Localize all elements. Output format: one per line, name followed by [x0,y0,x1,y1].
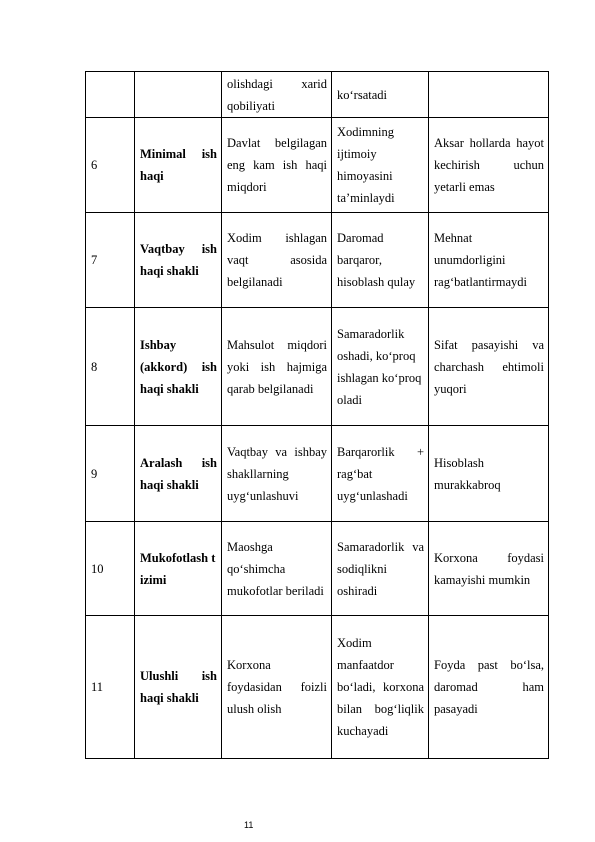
description-cell: Maoshga qo‘shimcha mukofotlar beriladi [222,522,332,616]
disadvantage-cell: Aksar hollarda hayot kechirish uchun yetarli emas [429,118,549,213]
advantage-cell: ko‘rsatadi [332,72,429,118]
form-name-cell: Mukofotlash tizimi [135,522,222,616]
advantage-cell: Xodimning ijtimoiy himoyasini ta’minlaydi [332,118,429,213]
row-number-cell: 6 [86,118,135,213]
description-cell: Vaqtbay va ishbay shakllarning uyg‘unlashuvi [222,426,332,522]
advantage-cell: Samaradorlik va sodiqlikni oshiradi [332,522,429,616]
description-cell: Mahsulot miqdori yoki ish hajmiga qarab belgilanadi [222,308,332,426]
form-name-cell: Ulushli ish haqi shakli [135,616,222,759]
form-name-cell: Ishbay (akkord) ish haqi shakli [135,308,222,426]
table-row [86,213,549,308]
table-row [86,426,549,522]
description-cell: olishdagi xarid qobiliyati [222,72,332,118]
disadvantage-cell: Foyda past bo‘lsa, daromad ham pasayadi [429,616,549,759]
disadvantage-cell: Hisoblash murakkabroq [429,426,549,522]
form-name-cell: Vaqtbay ish haqi shakli [135,213,222,308]
row-number-cell [86,72,135,118]
disadvantage-cell: Mehnat unumdorligini rag‘batlantirmaydi [429,213,549,308]
table-row [86,522,549,616]
advantage-cell: Xodim manfaatdor bo‘ladi, korxona bilan bog‘liqlik kuchayadi [332,616,429,759]
advantage-cell: Samaradorlik oshadi, ko‘proq ishlagan ko‘proq oladi [332,308,429,426]
disadvantage-cell: Sifat pasayishi va charchash ehtimoli yuqori [429,308,549,426]
disadvantage-cell: Korxona foydasi kamayishi mumkin [429,522,549,616]
table-row [86,118,549,213]
row-number-cell: 9 [86,426,135,522]
disadvantage-cell [429,72,549,118]
advantage-cell: Daromad barqaror, hisoblash qulay [332,213,429,308]
advantage-cell: Barqarorlik + rag‘bat uyg‘unlashadi [332,426,429,522]
row-number-cell: 8 [86,308,135,426]
table-row [86,616,549,759]
row-number-cell: 11 [86,616,135,759]
form-name-cell: Aralash ish haqi shakli [135,426,222,522]
description-cell: Korxona foydasidan foizli ulush olish [222,616,332,759]
row-number-cell: 7 [86,213,135,308]
form-name-cell [135,72,222,118]
row-number-cell: 10 [86,522,135,616]
description-cell: Davlat belgilagan eng kam ish haqi miqdori [222,118,332,213]
table-row [86,308,549,426]
table-row [86,72,549,118]
page-number: 11 [244,820,254,830]
description-cell: Xodim ishlagan vaqt asosida belgilanadi [222,213,332,308]
form-name-cell: Minimal ish haqi [135,118,222,213]
wage-forms-table [85,71,549,759]
